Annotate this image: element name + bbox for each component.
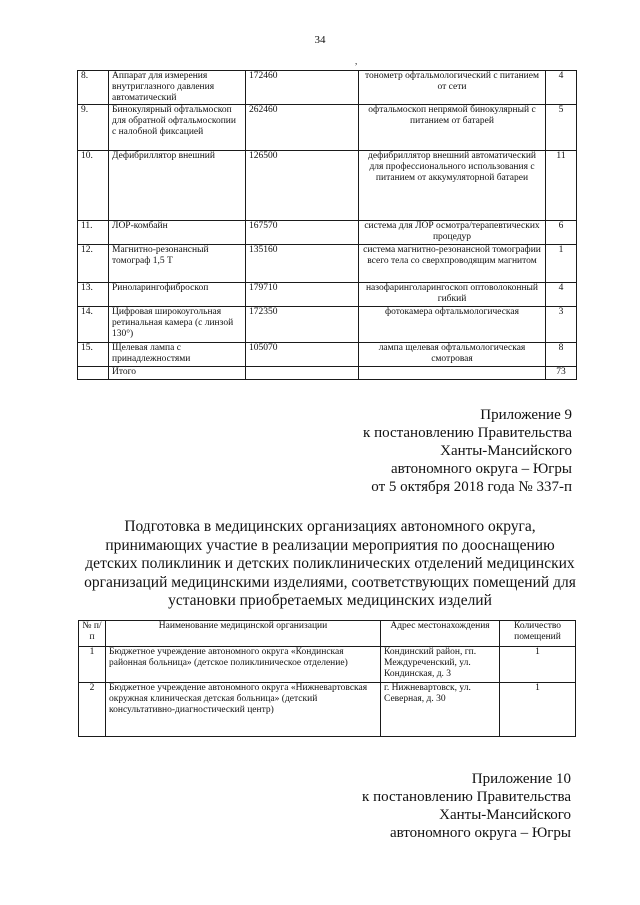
title-line: принимающих участие в реализации мероприятия по дооснащению (105, 536, 555, 554)
device-name: Дефибриллятор внешний (109, 151, 246, 221)
appendix-9-line: Приложение 9 (480, 407, 572, 423)
device-name: Щелевая лампа с принадлежностями (109, 343, 246, 367)
table-row (78, 105, 577, 151)
section-title (60, 518, 600, 611)
table-row (78, 245, 577, 283)
device-name: Аппарат для измерения внутриглазного давления автоматический (109, 71, 246, 105)
title-line: организаций медицинскими изделиями, соответствующих помещений для (84, 573, 576, 591)
header-address: Адрес местонахождения (381, 621, 500, 647)
row-number: 15. (78, 343, 109, 367)
title-line: установки приобретаемых медицинских изделий (168, 592, 492, 609)
organization-address: г. Нижневартовск, ул. Северная, д. 30 (381, 683, 500, 737)
appendix-9-header (363, 406, 572, 496)
device-description: фотокамера офтальмологическая (359, 307, 546, 343)
device-description: система магнитно-резонансной томографии всего тела со сверхпроводящим магнитом (359, 245, 546, 283)
row-number: 13. (78, 283, 109, 307)
device-name: Риноларингофиброскоп (109, 283, 246, 307)
table-row (78, 151, 577, 221)
device-quantity: 11 (546, 151, 577, 221)
appendix-10-line: Приложение 10 (471, 771, 571, 787)
device-code: 179710 (246, 283, 359, 307)
device-quantity: 8 (546, 343, 577, 367)
appendix-10-line: к постановлению Правительства (362, 789, 571, 805)
header-number: № п/п (79, 621, 106, 647)
row-number: 2 (79, 683, 106, 737)
appendix-9-line: к постановлению Правительства (363, 425, 572, 441)
total-label: Итого (109, 367, 246, 380)
total-empty-cell (359, 367, 546, 380)
header-rooms: Количество помещений (500, 621, 576, 647)
table-row (78, 283, 577, 307)
appendix-10-line: Ханты-Мансийского (439, 807, 571, 823)
device-description: офтальмоскоп непрямой бинокулярный с питанием от батарей (359, 105, 546, 151)
header-organization: Наименование медицинской организации (106, 621, 381, 647)
row-number: 11. (78, 221, 109, 245)
organizations-table (78, 620, 576, 737)
total-empty-cell (246, 367, 359, 380)
rooms-count: 1 (500, 683, 576, 737)
appendix-9-line: Ханты-Мансийского (440, 443, 572, 459)
device-quantity: 3 (546, 307, 577, 343)
table-header-row (79, 621, 576, 647)
device-code: 262460 (246, 105, 359, 151)
title-line: детских поликлиник и детских поликлинических отделений медицинских (85, 555, 575, 572)
device-quantity: 4 (546, 283, 577, 307)
row-number: 8. (78, 71, 109, 105)
device-name: Бинокулярный офтальмоскоп для обратной офтальмоскопии с налобной фиксацией (109, 105, 246, 151)
device-quantity: 4 (546, 71, 577, 105)
table-row (79, 647, 576, 683)
device-description: лампа щелевая офтальмологическая смотровая (359, 343, 546, 367)
device-quantity: 1 (546, 245, 577, 283)
device-code: 172460 (246, 71, 359, 105)
organization-name: Бюджетное учреждение автономного округа «Нижневартовская окружная клиническая детская больница» (детский консультативно-диагностический центр) (106, 683, 381, 737)
device-name: Цифровая широкоугольная ретинальная камера (с линзой 130°) (109, 307, 246, 343)
device-description: тонометр офтальмологический с питанием от сети (359, 71, 546, 105)
device-code: 126500 (246, 151, 359, 221)
row-number: 9. (78, 105, 109, 151)
device-code: 135160 (246, 245, 359, 283)
equipment-table (77, 70, 577, 380)
device-description: система для ЛОР осмотра/терапевтических процедур (359, 221, 546, 245)
organization-name: Бюджетное учреждение автономного округа «Кондинская районная больница» (детское поликлиническое отделение) (106, 647, 381, 683)
row-number: 10. (78, 151, 109, 221)
device-code: 167570 (246, 221, 359, 245)
device-quantity: 5 (546, 105, 577, 151)
device-name: ЛОР-комбайн (109, 221, 246, 245)
appendix-10-line: автономного округа – Югры (389, 825, 571, 841)
page-number: 34 (314, 34, 326, 46)
row-number: 14. (78, 307, 109, 343)
device-code: 172350 (246, 307, 359, 343)
device-name: Магнитно-резонансный томограф 1,5 Т (109, 245, 246, 283)
table-row (78, 71, 577, 105)
table-row (79, 683, 576, 737)
device-description: назофаринголарингоскоп оптоволоконный гибкий (359, 283, 546, 307)
total-quantity: 73 (546, 367, 577, 380)
device-code: 105070 (246, 343, 359, 367)
appendix-10-header (362, 770, 571, 842)
appendix-9-line: от 5 октября 2018 года № 337-п (371, 479, 572, 495)
organization-address: Кондинский район, гп. Междуреченский, ул. Кондинская, д. 3 (381, 647, 500, 683)
device-description: дефибриллятор внешний автоматический для профессионального использования с питанием от аккумуляторной батареи (359, 151, 546, 221)
row-number: 12. (78, 245, 109, 283)
table-row (78, 343, 577, 367)
rooms-count: 1 (500, 647, 576, 683)
total-empty-cell (78, 367, 109, 380)
total-row (78, 367, 577, 380)
title-line: Подготовка в медицинских организациях автономного округа, (124, 518, 536, 535)
device-quantity: 6 (546, 221, 577, 245)
appendix-9-line: автономного округа – Югры (390, 461, 572, 477)
table-row (78, 307, 577, 343)
stray-mark: , (355, 56, 358, 66)
table-row (78, 221, 577, 245)
row-number: 1 (79, 647, 106, 683)
